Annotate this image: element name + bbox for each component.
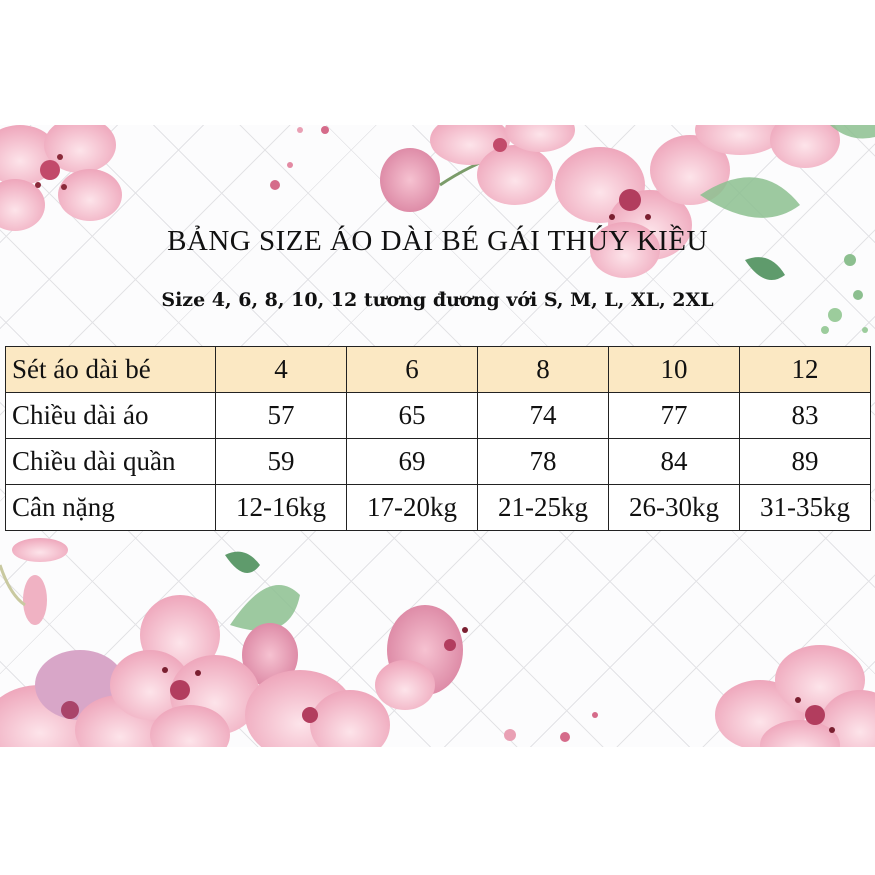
table-cell: 77 — [609, 393, 740, 439]
size-table — [5, 346, 871, 531]
table-row — [6, 439, 871, 485]
table-cell: 17-20kg — [347, 485, 478, 531]
table-cell: 65 — [347, 393, 478, 439]
table-cell: 21-25kg — [478, 485, 609, 531]
table-cell: 74 — [478, 393, 609, 439]
header-size-cell: 6 — [347, 347, 478, 393]
size-chart-card — [0, 125, 875, 747]
blossom-bottom-left — [0, 552, 598, 747]
table-row — [6, 393, 871, 439]
table-cell: 57 — [216, 393, 347, 439]
table-row — [6, 485, 871, 531]
row-label-cell: Chiều dài áo — [6, 393, 216, 439]
table-header-row — [6, 347, 871, 393]
header-label-cell: Sét áo dài bé — [6, 347, 216, 393]
header-size-cell: 10 — [609, 347, 740, 393]
page-subtitle: Size 4, 6, 8, 10, 12 tương đương với S, M, L, XL, 2XL — [161, 289, 714, 311]
page-title: BẢNG SIZE ÁO DÀI BÉ GÁI THÚY KIỀU — [167, 225, 708, 257]
header-size-cell: 12 — [740, 347, 871, 393]
row-label-cell: Chiều dài quần — [6, 439, 216, 485]
table-cell: 89 — [740, 439, 871, 485]
table-cell: 84 — [609, 439, 740, 485]
header-size-cell: 4 — [216, 347, 347, 393]
table-cell: 69 — [347, 439, 478, 485]
table-cell: 78 — [478, 439, 609, 485]
table-cell: 31-35kg — [740, 485, 871, 531]
blossom-bottom-right — [715, 645, 875, 747]
header-size-cell: 8 — [478, 347, 609, 393]
table-cell: 59 — [216, 439, 347, 485]
table-cell: 83 — [740, 393, 871, 439]
blossom-top-left — [0, 125, 122, 231]
table-cell: 12-16kg — [216, 485, 347, 531]
row-label-cell: Cân nặng — [6, 485, 216, 531]
table-cell: 26-30kg — [609, 485, 740, 531]
